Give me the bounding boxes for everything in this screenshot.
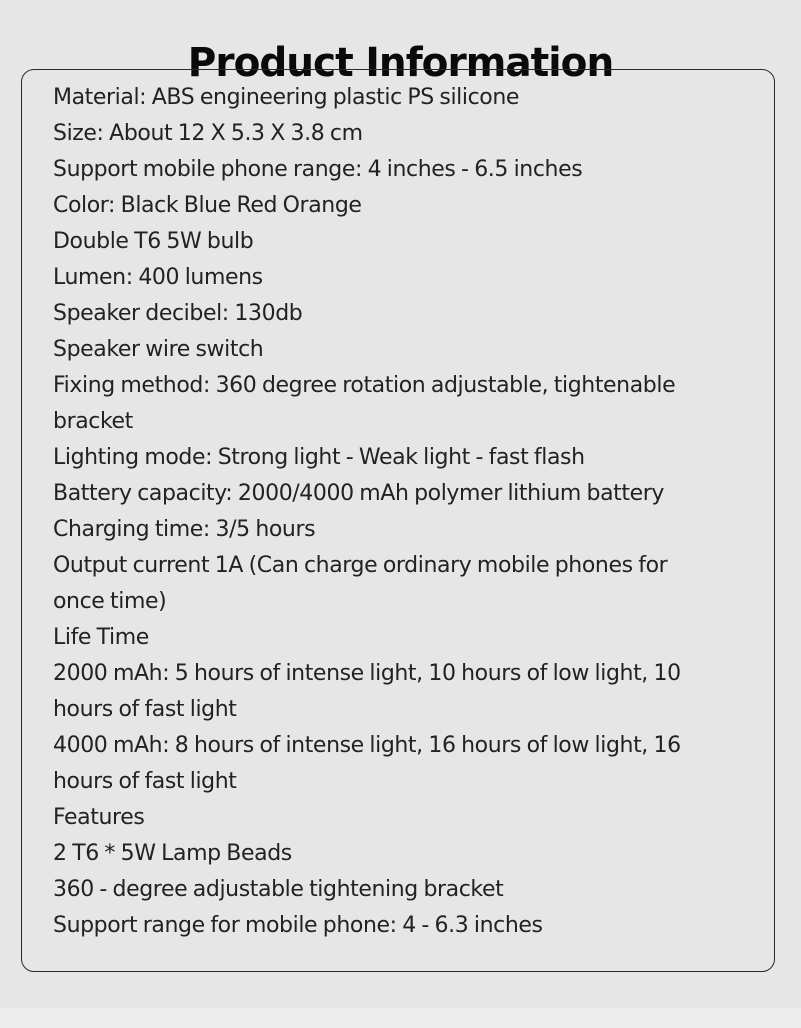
info-line-charging-time: Charging time: 3/5 hours <box>53 517 316 542</box>
bottom-strip <box>0 1008 801 1028</box>
info-line-speaker-decibel: Speaker decibel: 130db <box>53 301 303 326</box>
info-line-fixing-method: Fixing method: 360 degree rotation adjustable, tightenable <box>53 373 676 398</box>
info-line-4000mah: 4000 mAh: 8 hours of intense light, 16 hours of low light, 16 <box>53 733 681 758</box>
info-line-support-range: Support range for mobile phone: 4 - 6.3 inches <box>53 913 543 938</box>
info-line-2000mah-cont: hours of fast light <box>53 697 237 722</box>
info-line-output-current: Output current 1A (Can charge ordinary mobile phones for <box>53 553 668 578</box>
page-title: Product Information <box>187 39 614 86</box>
info-line-bracket: 360 - degree adjustable tightening bracket <box>53 877 504 902</box>
info-line-output-current-cont: once time) <box>53 589 167 614</box>
info-line-color: Color: Black Blue Red Orange <box>53 193 362 218</box>
info-line-battery: Battery capacity: 2000/4000 mAh polymer lithium battery <box>53 481 665 506</box>
info-line-lighting-mode: Lighting mode: Strong light - Weak light - fast flash <box>53 445 585 470</box>
info-line-features: Features <box>53 805 145 830</box>
info-line-speaker-switch: Speaker wire switch <box>53 337 264 362</box>
info-line-phone-range: Support mobile phone range: 4 inches - 6.5 inches <box>53 157 583 182</box>
info-line-size: Size: About 12 X 5.3 X 3.8 cm <box>53 121 363 146</box>
info-line-bulb: Double T6 5W bulb <box>53 229 254 254</box>
info-line-material: Material: ABS engineering plastic PS silicone <box>53 85 520 110</box>
info-line-life-time: Life Time <box>53 625 149 650</box>
product-info-list <box>53 80 753 944</box>
info-line-4000mah-cont: hours of fast light <box>53 769 237 794</box>
info-line-lamp-beads: 2 T6 * 5W Lamp Beads <box>53 841 292 866</box>
info-line-fixing-method-cont: bracket <box>53 409 133 434</box>
info-line-lumen: Lumen: 400 lumens <box>53 265 263 290</box>
info-line-2000mah: 2000 mAh: 5 hours of intense light, 10 hours of low light, 10 <box>53 661 681 686</box>
